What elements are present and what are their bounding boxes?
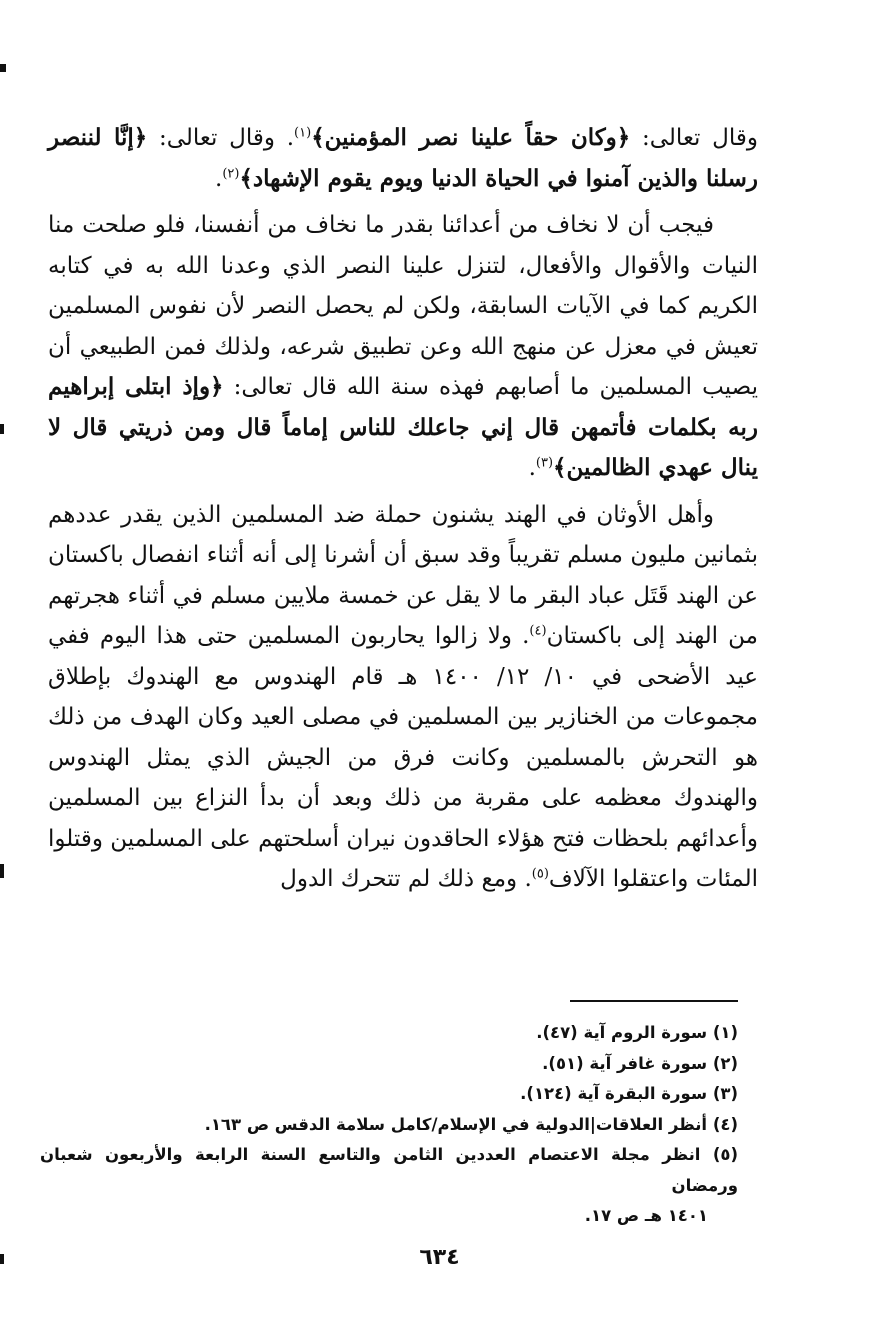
footnote-ref: (٥)	[531, 866, 549, 882]
footnote-2: (٢) سورة غافر آية (٥١).	[542, 1053, 738, 1073]
footnote-1: (١) سورة الروم آية (٤٧).	[536, 1023, 738, 1042]
paragraph-3	[48, 495, 758, 900]
page-body	[48, 118, 758, 900]
text-run: . وقال تعالى:	[147, 125, 295, 151]
footnote-ref: (١)	[294, 125, 312, 141]
footnote-ref: (٢)	[222, 165, 240, 181]
quran-quote: ﴿إنَّا لننصر رسلنا والذين آمنوا في الحياة الدنيا ويوم يقوم الإشهاد﴾	[48, 124, 758, 192]
text-run: وأهل الأوثان في الهند يشنون حملة ضد المسلمين الذين يقدر عددهم بثمانين مليون مسلم تقريباً وقد سبق أن أشرنا إلى أنه أثناء انفصال باكستان عن الهند قَتَل عباد البقر ما لا يقل عن خمسة ملايين مسلم في أثناء هجرتهم من الهند إلى باكستان	[48, 501, 758, 649]
footnote-separator	[570, 1000, 738, 1002]
page-edge-mark	[0, 64, 6, 72]
footnote-5-continuation: ١٤٠١ هـ ص ١٧.	[584, 1206, 708, 1225]
quran-quote: ﴿وإذ ابتلى إبراهيم ربه بكلمات فأتمهن قال إني جاعلك للناس إماماً قال ومن ذريتي قال لا ينال عهدي الظالمين﴾	[48, 373, 758, 481]
text-run: .	[528, 455, 536, 481]
paragraph-2	[48, 205, 758, 489]
footnote-5: (٥) انظر مجلة الاعتصام العددين الثامن والتاسع السنة الرابعة والأربعون شعبان ورمضان	[40, 1145, 738, 1195]
page-edge-mark	[0, 864, 4, 878]
footnote-ref: (٤)	[529, 623, 547, 639]
footnotes	[40, 1018, 738, 1232]
footnote-4: (٤) أنظر العلاقات|الدولية في الإسلام/كامل سلامة الدقس ص ١٦٣.	[204, 1114, 738, 1134]
text-run: .	[215, 165, 223, 192]
page-number: ٦٣٤	[419, 1245, 460, 1270]
text-run: . ومع ذلك لم تتحرك الدول	[280, 866, 532, 892]
text-run: فيجب أن لا نخاف من أعدائنا بقدر ما نخاف من أنفسنا، فلو صلحت منا النيات والأقوال والأفعال، لتنزل علينا النصر الذي وعدنا الله به في كتابه الكريم كما في الآيات السابقة، ولكن لم يحصل النصر لأن نفوس المسلمين تعيش في معزل عن منهج الله وعن تطبيق شرعه، ولذلك فمن الطبيعي أن يصيب المسلمين ما أصابهم فهذه سنة الله قال تعالى:	[48, 212, 758, 400]
text-run: . ولا زالوا يحاربون المسلمين حتى هذا اليوم ففي عيد الأضحى في ١٠/ ١٢/ ١٤٠٠ هـ قام الهندوس مع الهندوك بإطلاق مجموعات من الخنازير بين المسلمين في مصلى العيد وكان الهدف من ذلك هو التحرش بالمسلمين وكانت فرق من الجيش الذي يمثل الهندوس والهندوك معظمه على مقربة من ذلك وبعد أن بدأ النزاع بين المسلمين وأعدائهم بلحظات فتح هؤلاء الحاقدون نيران أسلحتهم على المسلمين وقتلوا المئات واعتقلوا الآلاف	[48, 623, 759, 892]
text-run: وقال تعالى:	[630, 125, 759, 151]
page-edge-mark	[0, 424, 4, 434]
footnote-3: (٣) سورة البقرة آية (١٢٤).	[520, 1084, 738, 1103]
quran-quote: ﴿وكان حقاً علينا نصر المؤمنين﴾	[311, 124, 631, 151]
footnote-ref: (٣)	[535, 455, 554, 471]
paragraph-1	[48, 118, 758, 199]
